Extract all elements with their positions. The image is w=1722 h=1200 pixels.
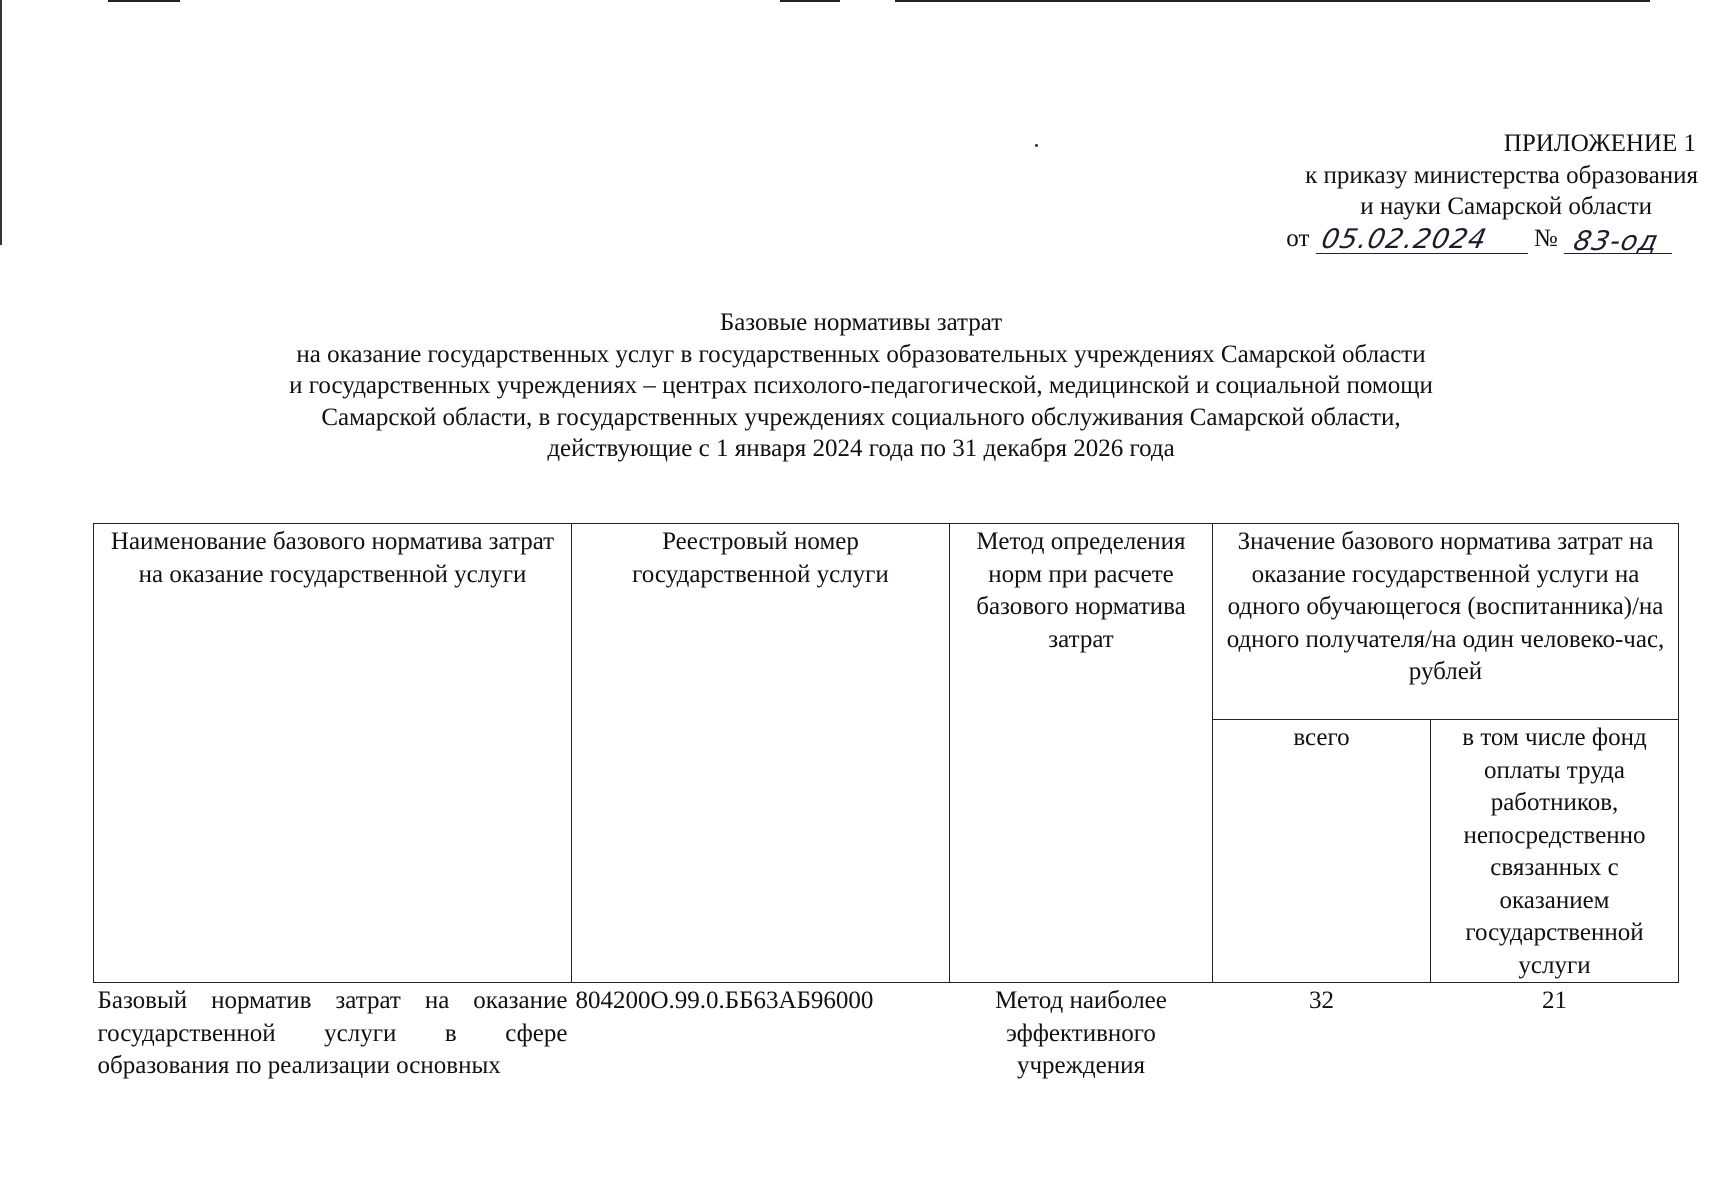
appendix-title: ПРИЛОЖЕНИЕ 1 xyxy=(1503,130,1696,157)
cell-registry-number: 804200О.99.0.ББ63АБ96000 xyxy=(575,987,874,1014)
scan-edge-top-left xyxy=(108,0,180,2)
title-line: Базовые нормативы затрат xyxy=(719,309,1003,336)
header-wage-fund: в том числе фонд оплаты труда работников, непосредственно связанных с оказанием государственной услуги xyxy=(1431,720,1679,983)
number-prefix: № xyxy=(1533,224,1558,252)
appendix-line-order: к приказу министерства образования xyxy=(1305,161,1698,189)
cell-method: Метод наиболее эффективного учреждения xyxy=(995,987,1167,1079)
header-total: всего xyxy=(1213,720,1431,983)
title-line: Самарской области, в государственных учреждениях социального обслуживания Самарской области, xyxy=(321,403,1401,431)
header-method: Метод определения норм при расчете базового норматива затрат xyxy=(950,524,1213,983)
appendix-line-ministry: и науки Самарской области xyxy=(1360,193,1652,220)
title-line: на оказание государственных услуг в государственных образовательных учреждениях Самарской области xyxy=(296,340,1426,368)
scan-edge-left xyxy=(0,0,2,245)
table-row xyxy=(94,983,1679,1083)
appendix-date-number xyxy=(1286,223,1672,255)
title-line: и государственных учреждениях – центрах психолого-педагогической, медицинской и социальной помощи xyxy=(289,372,1433,399)
title-line: действующие с 1 января 2024 года по 31 декабря 2026 года xyxy=(547,435,1175,462)
number-field xyxy=(1564,223,1672,257)
document-title xyxy=(0,307,1722,465)
scan-edge-top-right xyxy=(895,0,1650,2)
header-registry-number: Реестровый номер государственной услуги xyxy=(572,524,950,983)
header-name: Наименование базового норматива затрат на оказание государственной услуги xyxy=(94,524,572,983)
handwritten-number: 83-од xyxy=(1570,225,1662,257)
header-norm-value: Значение базового норматива затрат на оказание государственной услуги на одного обучающегося (воспитанника)/на одного получателя/на один человеко-час, рублей xyxy=(1213,524,1679,720)
appendix-block xyxy=(1178,128,1698,257)
handwritten-date: 05.02.2024 xyxy=(1318,223,1490,255)
date-prefix: от xyxy=(1286,224,1310,252)
scan-speck xyxy=(1035,144,1038,147)
scan-edge-top-mid xyxy=(780,0,840,2)
norms-table xyxy=(93,523,1679,1083)
cell-wage-fund: 21 xyxy=(1542,987,1567,1014)
cell-total: 32 xyxy=(1309,987,1334,1014)
date-field xyxy=(1316,223,1528,254)
table-header-row xyxy=(94,524,1679,720)
cell-name: Базовый норматив затрат на оказание государственной услуги в сфере образования по реализации основных xyxy=(97,987,568,1079)
